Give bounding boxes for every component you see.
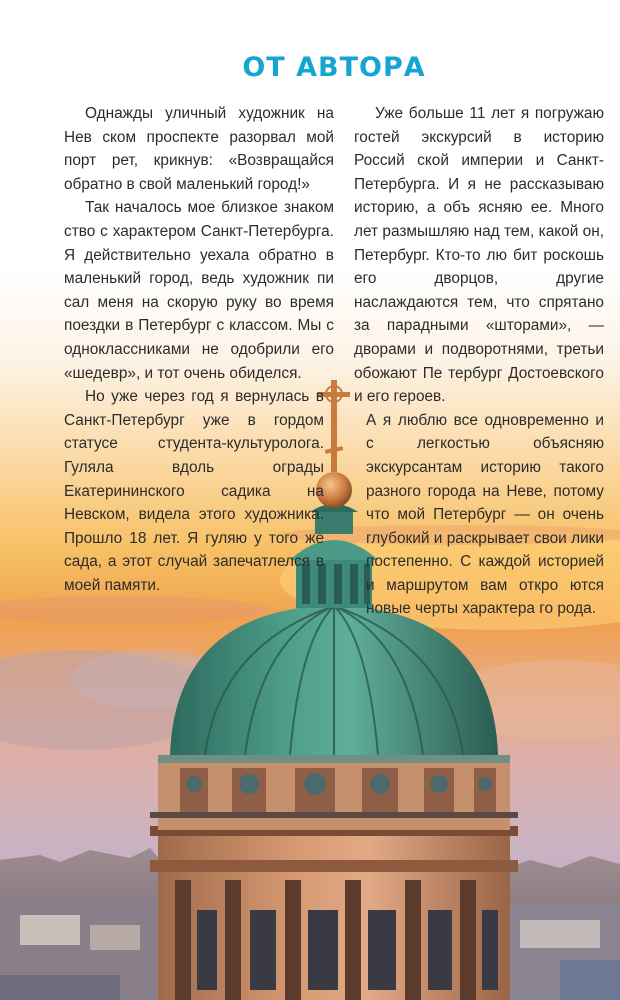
text-line: ясняю ее. Много лет размышляю над	[354, 199, 604, 240]
right-column	[354, 102, 604, 621]
text-line: «шедевр», и тот очень обиделся.	[64, 364, 302, 382]
text-line: парадными «шторами», — дворами	[354, 317, 604, 358]
text-line: Прошло 18 лет. Я гуляю у того же	[64, 529, 324, 547]
text-line: с одноклассниками не одобрили его	[64, 317, 334, 358]
text-line: тем, какой он, Петербург. Кто-то лю	[354, 222, 605, 264]
text-line: Я действительно уехала обратно в	[64, 246, 334, 264]
text-line: Невском, видела этого художника.	[64, 506, 324, 524]
text-line: историю такого разного города на	[366, 458, 604, 500]
text-line: А я люблю все одновременно и с	[366, 411, 604, 453]
text-line: бит роскошь его дворцов, другие	[354, 246, 605, 288]
paragraph-1	[64, 102, 334, 196]
text-line: и подворотнями, третьи обожают Пе	[354, 340, 604, 382]
text-line: сал меня на скорую руку во время	[64, 293, 334, 311]
text-line: студента-культуролога. Гуляла вдоль	[64, 435, 324, 476]
text-line: Однажды уличный художник на Нев	[64, 105, 334, 146]
text-line: тербург Достоевского и его героев.	[354, 364, 604, 406]
left-column	[64, 102, 334, 597]
text-line: Уже больше 11 лет я погружаю	[375, 105, 604, 122]
text-line: в моей памяти.	[64, 553, 324, 594]
text-line: И я не рассказываю историю, а объ	[354, 175, 604, 217]
text-line: поездки в Петербург с классом. Мы	[64, 317, 327, 335]
paragraph-2	[64, 196, 334, 385]
text-line: ство с характером Санкт-Петербурга.	[64, 222, 334, 240]
paragraph-4	[354, 102, 604, 409]
text-line: легкостью объясняю экскурсантам	[366, 435, 604, 476]
text-line: ской империи и Санкт-Петербурга.	[354, 152, 605, 193]
paragraph-3	[64, 385, 334, 597]
text-line: свои лики постепенно. С каждой	[366, 529, 604, 571]
text-line: Санкт-Петербург уже в гордом статусе	[64, 411, 324, 453]
text-line: в свой маленький город!»	[126, 175, 310, 193]
text-line: сада, а этот случай запечатлелся	[64, 553, 316, 571]
text-line: наслаждаются тем, что спрятано за	[354, 293, 604, 335]
text-line: ском проспекте разорвал мой порт	[64, 128, 335, 170]
text-line: он очень глубокий и раскрывает	[366, 506, 604, 547]
text-line: ются новые черты характера го	[366, 576, 604, 618]
text-line: маленький город, ведь художник пи	[64, 270, 334, 288]
text-line: историей и маршрутом вам откро	[366, 553, 604, 594]
paragraph-5	[354, 409, 604, 621]
text-line: рет, крикнув: «Возвращайся обратно	[64, 152, 334, 193]
page-title: ОТ АВТОРА	[242, 52, 426, 83]
text-line: Но уже через год я вернулась в	[85, 388, 324, 406]
text-line: ограды Екатерининского садика на	[64, 458, 324, 500]
text-line: Так началось мое близкое знаком	[85, 199, 334, 217]
text-line: Неве, потому что мой Петербург —	[366, 482, 604, 524]
text-line: рода.	[557, 600, 596, 618]
text-line: гостей экскурсий в историю Россий	[354, 128, 604, 170]
